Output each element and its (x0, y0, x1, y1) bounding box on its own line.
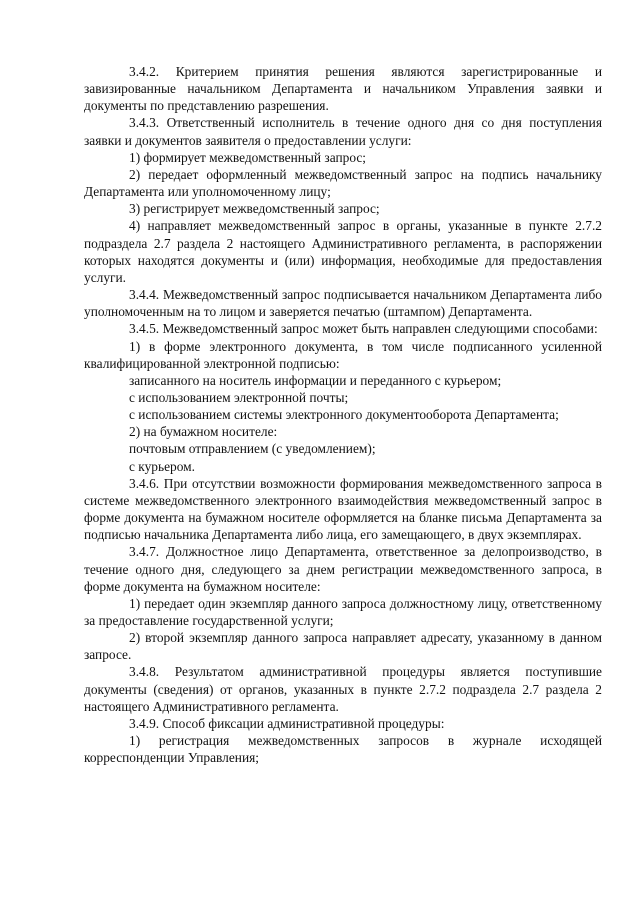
action-item-2: 2) второй экземпляр данного запроса направляет адресату, указанному в данном запросе. (84, 630, 602, 663)
paragraph-3-4-2: 3.4.2. Критерием принятия решения являются зарегистрированные и завизированные начальником Департамента и начальником Управления заявки и документы по представлению разрешения. (84, 64, 602, 114)
paragraph-3-4-9: 3.4.9. Способ фиксации административной процедуры: (129, 715, 445, 731)
paragraph-3-4-6: 3.4.6. При отсутствии возможности формирования межведомственного запроса в системе межведомственного электронного взаимодействия межведомственный запрос в форме документа на бумажном носителе оформляется на бланке письма Департамента за подписью начальника Департамента либо лица, его замещающего, в двух экземплярах. (84, 475, 602, 543)
paragraph-3-4-7: 3.4.7. Должностное лицо Департамента, ответственное за делопроизводство, в течение одного дня, следующего за днем регистрации межведомственного запроса, в форме документа на бумажном носителе: (84, 544, 602, 594)
list-item-3: 3) регистрирует межведомственный запрос; (129, 201, 380, 217)
method-item-1: 1) в форме электронного документа, в том числе подписанного усиленной квалифицированной электронной подписью: (84, 338, 602, 371)
paragraph-3-4-4: 3.4.4. Межведомственный запрос подписывается начальником Департамента либо уполномоченным на то лицом и заверяется печатью (штампом) Департамента. (84, 287, 602, 320)
paragraph-3-4-5: 3.4.5. Межведомственный запрос может быть направлен следующими способами: (129, 321, 598, 337)
method-subitem-carrier: записанного на носитель информации и переданного с курьером; (129, 372, 502, 388)
list-item-4: 4) направляет межведомственный запрос в органы, указанные в пункте 2.7.2 подраздела 2.7 раздела 2 настоящего Административного регламента, в распоряжении которых находятся документы и (или) информация, необходимые для предоставления услуги. (84, 218, 602, 285)
list-item-2: 2) передает оформленный межведомственный запрос на подпись начальнику Департамента или уполномоченному лицу; (84, 166, 602, 200)
method-subitem-courier: с курьером. (129, 458, 196, 474)
fixation-item-1: 1) регистрация межведомственных запросов в журнале исходящей корреспонденции Управления; (84, 733, 602, 766)
paragraph-3-4-3: 3.4.3. Ответственный исполнитель в течение одного дня со дня поступления заявки и документов заявителя о предоставлении услуги: (84, 115, 602, 148)
method-subitem-post: почтовым отправлением (с уведомлением); (129, 441, 376, 457)
method-subitem-edms: с использованием системы электронного документооборота Департамента; (129, 407, 559, 423)
method-item-2: 2) на бумажном носителе: (129, 424, 278, 440)
method-subitem-email: с использованием электронной почты; (129, 389, 349, 405)
paragraph-3-4-8: 3.4.8. Результатом административной процедуры является поступившие документы (сведения) от органов, указанных в пункте 2.7.2 подраздела 2.7 раздела 2 настоящего Административного регламента. (84, 664, 602, 714)
list-item-1: 1) формирует межведомственный запрос; (129, 149, 367, 165)
action-item-1: 1) передает один экземпляр данного запроса должностному лицу, ответственному за предоставление государственной услуги; (84, 595, 602, 628)
